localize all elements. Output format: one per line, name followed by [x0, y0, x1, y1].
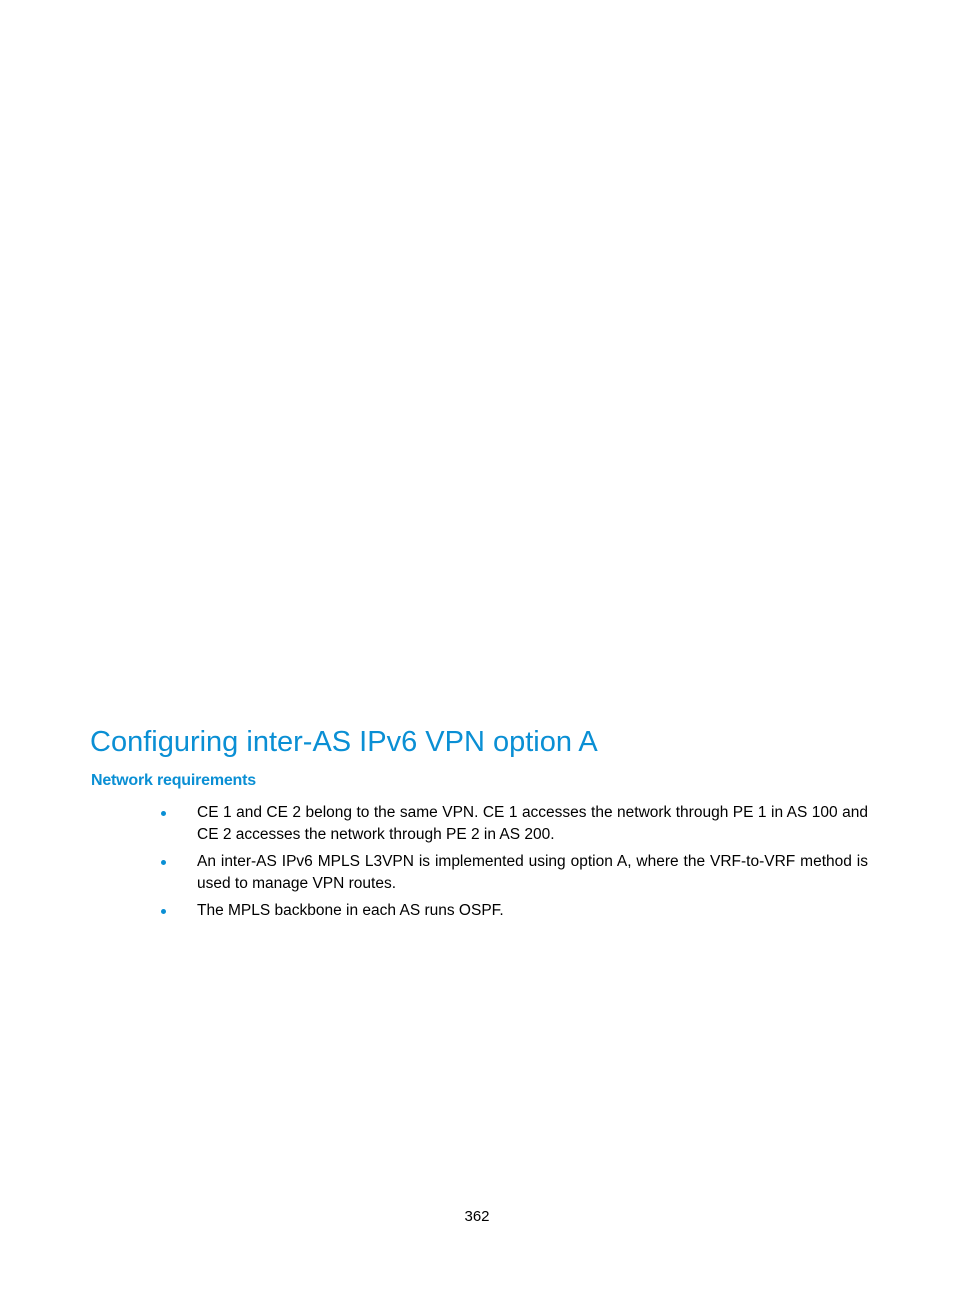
page-number: 362 [464, 1208, 490, 1225]
list-item [158, 802, 868, 846]
bullet-icon [161, 909, 166, 914]
list-item-text: An inter-AS IPv6 MPLS L3VPN is implemented using option A, where the VRF-to-VRF method is used to manage VPN routes. [197, 853, 868, 892]
bullet-icon [161, 811, 166, 816]
subsection-title: Network requirements [91, 772, 256, 789]
list-item-text: CE 1 and CE 2 belong to the same VPN. CE 1 accesses the network through PE 1 in AS 100 and CE 2 accesses the network through PE 2 in AS 200. [197, 804, 868, 843]
section-title: Configuring inter-AS IPv6 VPN option A [90, 726, 598, 758]
requirements-list [158, 802, 868, 927]
bullet-icon [161, 860, 166, 865]
list-item-text: The MPLS backbone in each AS runs OSPF. [197, 902, 504, 919]
list-item [158, 851, 868, 895]
list-item [158, 900, 868, 922]
